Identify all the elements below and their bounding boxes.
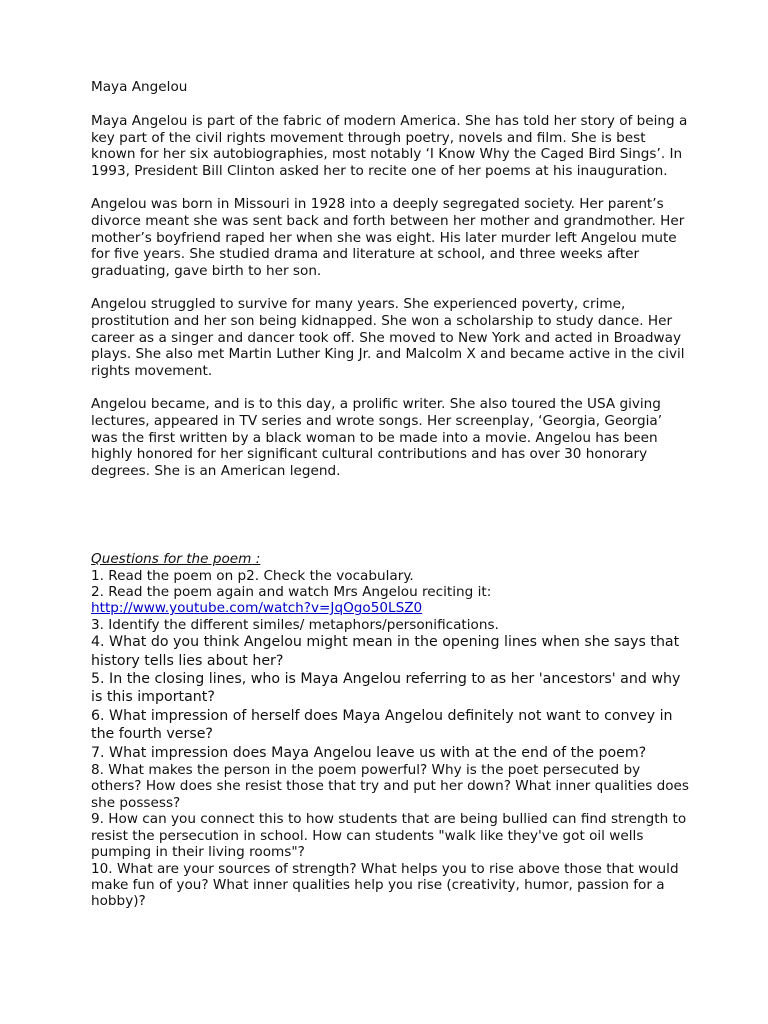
- question-7: 7. What impression does Maya Angelou leave us with at the end of the poem?: [91, 744, 647, 761]
- paragraph-intro: Maya Angelou is part of the fabric of modern America. She has told her story of being a key part of the civil rights movement through poetry, novels and film. She is best known for her six autobiographies, most notably ‘I Know Why the Caged Bird Sings’. In 1993, President Bill Clinton asked her to recite one of her poems at his inauguration.: [91, 113, 688, 179]
- questions-section: [91, 551, 691, 910]
- paragraph-early-life: Angelou was born in Missouri in 1928 into a deeply segregated society. Her parent’s divorce meant she was sent back and forth between her mother and grandmother. Her mother’s boyfriend raped her when she was eight. His later murder left Angelou mute for five years. She studied drama and literature at school, and three weeks after graduating, gave birth to her son.: [91, 196, 685, 279]
- question-2: 2. Read the poem again and watch Mrs Angelou reciting it:: [91, 584, 492, 600]
- document-title: Maya Angelou: [91, 79, 188, 95]
- question-6: 6. What impression of herself does Maya Angelou definitely not want to convey in the fourth verse?: [91, 707, 673, 743]
- question-8: 8. What makes the person in the poem powerful? Why is the poet persecuted by others? How does she resist those that try and put her down? What inner qualities does she possess?: [91, 762, 689, 811]
- questions-heading: Questions for the poem :: [91, 551, 261, 567]
- question-9: 9. How can you connect this to how students that are being bullied can find strength to resist the persecution in school. How can students "walk like they've got oil wells pumping in their living rooms"?: [91, 811, 687, 861]
- youtube-link[interactable]: http://www.youtube.com/watch?v=JqOgo50LSZ0: [91, 600, 423, 617]
- question-4: 4. What do you think Angelou might mean in the opening lines when she says that history tells lies about her?: [91, 634, 680, 669]
- paragraph-legacy: Angelou became, and is to this day, a prolific writer. She also toured the USA giving lectures, appeared in TV series and wrote songs. Her screenplay, ‘Georgia, Georgia’ was the first written by a black woman to be made into a movie. Angelou has been highly honored for her significant cultural contributions and has over 30 honorary degrees. She is an American legend.: [91, 396, 663, 479]
- question-3: 3. Identify the different similes/ metaphors/personifications.: [91, 616, 499, 633]
- question-5: 5. In the closing lines, who is Maya Angelou referring to as her 'ancestors' and why is this important?: [91, 671, 681, 706]
- document-body: [91, 79, 691, 496]
- paragraph-struggles: Angelou struggled to survive for many years. She experienced poverty, crime, prostitution and her son being kidnapped. She won a scholarship to study dance. Her career as a singer and dancer took off. She moved to New York and acted in Broadway plays. She also met Martin Luther King Jr. and Malcolm X and became active in the civil rights movement.: [91, 296, 685, 379]
- question-1: 1. Read the poem on p2. Check the vocabulary.: [91, 567, 414, 584]
- question-10: 10. What are your sources of strength? What helps you to rise above those that would make fun of you? What inner qualities help you rise (creativity, humor, passion for a hobby)?: [91, 860, 679, 910]
